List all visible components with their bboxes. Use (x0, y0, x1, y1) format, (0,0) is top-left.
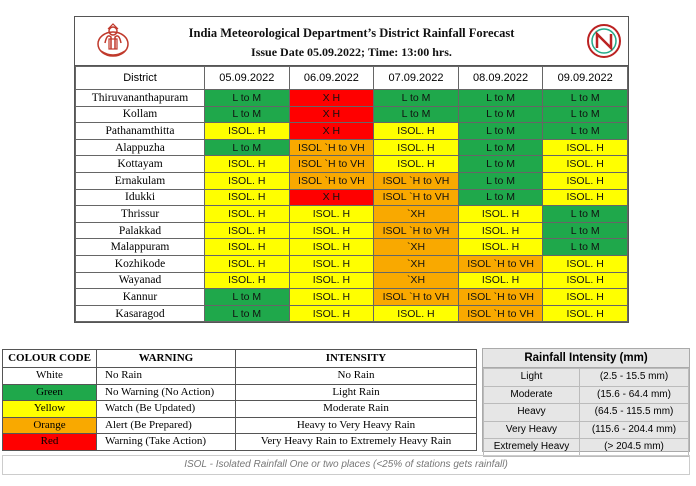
forecast-cell: L to M (543, 239, 628, 256)
intensity-range: (115.6 - 204.4 mm) (580, 421, 689, 439)
date-column-header: 09.09.2022 (543, 67, 628, 90)
intensity-label: Moderate (484, 386, 580, 404)
forecast-cell: X H (289, 123, 374, 140)
forecast-cell: `XH (374, 206, 459, 223)
forecast-cell: L to M (205, 305, 290, 322)
intensity-cell: Heavy to Very Heavy Rain (236, 417, 477, 434)
intensity-cell: Very Heavy Rain to Extremely Heavy Rain (236, 434, 477, 451)
forecast-cell: ISOL. H (543, 172, 628, 189)
forecast-cell: ISOL `H to VH (458, 255, 543, 272)
district-name: Thrissur (76, 206, 205, 223)
forecast-cell: ISOL. H (289, 255, 374, 272)
intensity-range: (15.6 - 64.4 mm) (580, 386, 689, 404)
intensity-label: Very Heavy (484, 421, 580, 439)
forecast-cell: L to M (543, 123, 628, 140)
forecast-cell: ISOL. H (289, 222, 374, 239)
page-title: India Meteorological Department’s District Rainfall Forecast (188, 26, 515, 40)
colour-code-cell: Red (3, 434, 97, 451)
forecast-cell: ISOL. H (205, 123, 290, 140)
forecast-cell: L to M (205, 90, 290, 107)
date-column-header: 05.09.2022 (205, 67, 290, 90)
forecast-cell: ISOL. H (205, 222, 290, 239)
district-name: Pathanamthitta (76, 123, 205, 140)
forecast-row (76, 139, 628, 156)
forecast-cell: ISOL. H (543, 305, 628, 322)
forecast-row (76, 189, 628, 206)
intensity-range: (> 204.5 mm) (580, 439, 689, 457)
forecast-cell: ISOL `H to VH (374, 172, 459, 189)
warning-cell: Alert (Be Prepared) (97, 417, 236, 434)
forecast-row (76, 272, 628, 289)
forecast-cell: ISOL. H (458, 206, 543, 223)
legend-body (3, 368, 477, 451)
date-column-header: 06.09.2022 (289, 67, 374, 90)
forecast-cell: L to M (458, 123, 543, 140)
forecast-row (76, 156, 628, 173)
forecast-cell: `XH (374, 272, 459, 289)
forecast-cell: `XH (374, 239, 459, 256)
forecast-cell: ISOL. H (289, 305, 374, 322)
forecast-cell: ISOL. H (289, 272, 374, 289)
forecast-row (76, 172, 628, 189)
forecast-cell: L to M (543, 222, 628, 239)
district-name: Kozhikode (76, 255, 205, 272)
district-column-header: District (76, 67, 205, 90)
forecast-cell: L to M (458, 156, 543, 173)
intensity-label: Extremely Heavy (484, 439, 580, 457)
warning-cell: Warning (Take Action) (97, 434, 236, 451)
warning-cell: No Warning (No Action) (97, 384, 236, 401)
forecast-cell: ISOL `H to VH (289, 139, 374, 156)
isol-footnote: ISOL - Isolated Rainfall One or two places (<25% of stations gets rainfall) (2, 455, 690, 475)
colour-code-legend (2, 349, 477, 451)
intensity-label: Heavy (484, 404, 580, 422)
forecast-row (76, 289, 628, 306)
legend-row (3, 368, 477, 385)
forecast-cell: ISOL `H to VH (374, 189, 459, 206)
forecast-row (76, 90, 628, 107)
rainfall-intensity-title: Rainfall Intensity (mm) (483, 349, 689, 368)
forecast-cell: ISOL. H (543, 139, 628, 156)
rainfall-intensity-row (484, 386, 689, 404)
forecast-cell: L to M (374, 106, 459, 123)
legend-header-colour: COLOUR CODE (3, 350, 97, 368)
forecast-cell: ISOL `H to VH (374, 289, 459, 306)
imd-logo-icon (586, 23, 622, 59)
colour-code-cell: White (3, 368, 97, 385)
forecast-cell: ISOL. H (205, 255, 290, 272)
forecast-cell: ISOL. H (543, 255, 628, 272)
forecast-cell: ISOL. H (458, 272, 543, 289)
forecast-row (76, 106, 628, 123)
forecast-cell: L to M (458, 106, 543, 123)
forecast-cell: `XH (374, 255, 459, 272)
intensity-label: Light (484, 369, 580, 387)
intensity-range: (2.5 - 15.5 mm) (580, 369, 689, 387)
forecast-row (76, 239, 628, 256)
forecast-cell: ISOL. H (374, 305, 459, 322)
date-column-header: 08.09.2022 (458, 67, 543, 90)
district-name: Kottayam (76, 156, 205, 173)
forecast-cell: ISOL. H (205, 206, 290, 223)
forecast-cell: ISOL `H to VH (458, 289, 543, 306)
forecast-cell: ISOL. H (543, 289, 628, 306)
forecast-cell: ISOL `H to VH (374, 222, 459, 239)
forecast-cell: L to M (374, 90, 459, 107)
forecast-cell: L to M (458, 139, 543, 156)
forecast-cell: ISOL. H (543, 272, 628, 289)
district-name: Palakkad (76, 222, 205, 239)
date-column-header: 07.09.2022 (374, 67, 459, 90)
forecast-row (76, 305, 628, 322)
forecast-cell: ISOL. H (205, 239, 290, 256)
legend-row (3, 384, 477, 401)
forecast-cell: ISOL. H (374, 123, 459, 140)
rainfall-intensity-row (484, 439, 689, 457)
legend-header-row (3, 350, 477, 368)
forecast-cell: ISOL. H (205, 172, 290, 189)
forecast-header-row (76, 67, 628, 90)
forecast-cell: X H (289, 106, 374, 123)
colour-code-cell: Yellow (3, 401, 97, 418)
district-name: Kollam (76, 106, 205, 123)
intensity-cell: Light Rain (236, 384, 477, 401)
forecast-header (75, 17, 628, 66)
colour-code-cell: Orange (3, 417, 97, 434)
forecast-row (76, 222, 628, 239)
forecast-table (75, 66, 628, 322)
forecast-panel (74, 16, 629, 323)
forecast-cell: ISOL. H (205, 156, 290, 173)
forecast-cell: L to M (543, 206, 628, 223)
warning-cell: No Rain (97, 368, 236, 385)
forecast-cell: L to M (205, 139, 290, 156)
forecast-cell: ISOL. H (205, 272, 290, 289)
forecast-row (76, 123, 628, 140)
legend-header-intensity: INTENSITY (236, 350, 477, 368)
forecast-cell: ISOL. H (543, 189, 628, 206)
district-name: Thiruvananthapuram (76, 90, 205, 107)
district-name: Idukki (76, 189, 205, 206)
forecast-cell: L to M (543, 90, 628, 107)
rainfall-intensity-row (484, 369, 689, 387)
rainfall-intensity-table (483, 368, 689, 457)
forecast-cell: ISOL. H (289, 239, 374, 256)
warning-cell: Watch (Be Updated) (97, 401, 236, 418)
issue-date: Issue Date 05.09.2022; Time: 13:00 hrs. (251, 45, 452, 59)
forecast-cell: ISOL. H (205, 189, 290, 206)
forecast-cell: L to M (458, 172, 543, 189)
forecast-cell: L to M (205, 289, 290, 306)
rainfall-intensity-panel (482, 348, 690, 452)
forecast-row (76, 255, 628, 272)
forecast-cell: ISOL. H (458, 222, 543, 239)
forecast-cell: ISOL. H (543, 156, 628, 173)
forecast-cell: L to M (458, 90, 543, 107)
forecast-cell: ISOL `H to VH (289, 156, 374, 173)
intensity-range: (64.5 - 115.5 mm) (580, 404, 689, 422)
forecast-cell: ISOL `H to VH (458, 305, 543, 322)
district-name: Alappuzha (76, 139, 205, 156)
colour-code-cell: Green (3, 384, 97, 401)
forecast-cell: X H (289, 90, 374, 107)
legend-row (3, 434, 477, 451)
forecast-cell: ISOL. H (374, 156, 459, 173)
rainfall-intensity-row (484, 404, 689, 422)
forecast-body (76, 90, 628, 322)
forecast-cell: ISOL. H (458, 239, 543, 256)
legend-header-warning: WARNING (97, 350, 236, 368)
district-name: Wayanad (76, 272, 205, 289)
legend-row (3, 417, 477, 434)
forecast-cell: ISOL. H (289, 289, 374, 306)
forecast-cell: L to M (543, 106, 628, 123)
district-name: Malappuram (76, 239, 205, 256)
forecast-cell: ISOL. H (289, 206, 374, 223)
forecast-cell: ISOL `H to VH (289, 172, 374, 189)
rainfall-intensity-row (484, 421, 689, 439)
rainfall-intensity-body (484, 369, 689, 457)
forecast-cell: L to M (458, 189, 543, 206)
forecast-cell: X H (289, 189, 374, 206)
forecast-row (76, 206, 628, 223)
intensity-cell: No Rain (236, 368, 477, 385)
district-name: Kasaragod (76, 305, 205, 322)
forecast-cell: ISOL. H (374, 139, 459, 156)
district-name: Kannur (76, 289, 205, 306)
intensity-cell: Moderate Rain (236, 401, 477, 418)
forecast-cell: L to M (205, 106, 290, 123)
district-name: Ernakulam (76, 172, 205, 189)
legend-row (3, 401, 477, 418)
